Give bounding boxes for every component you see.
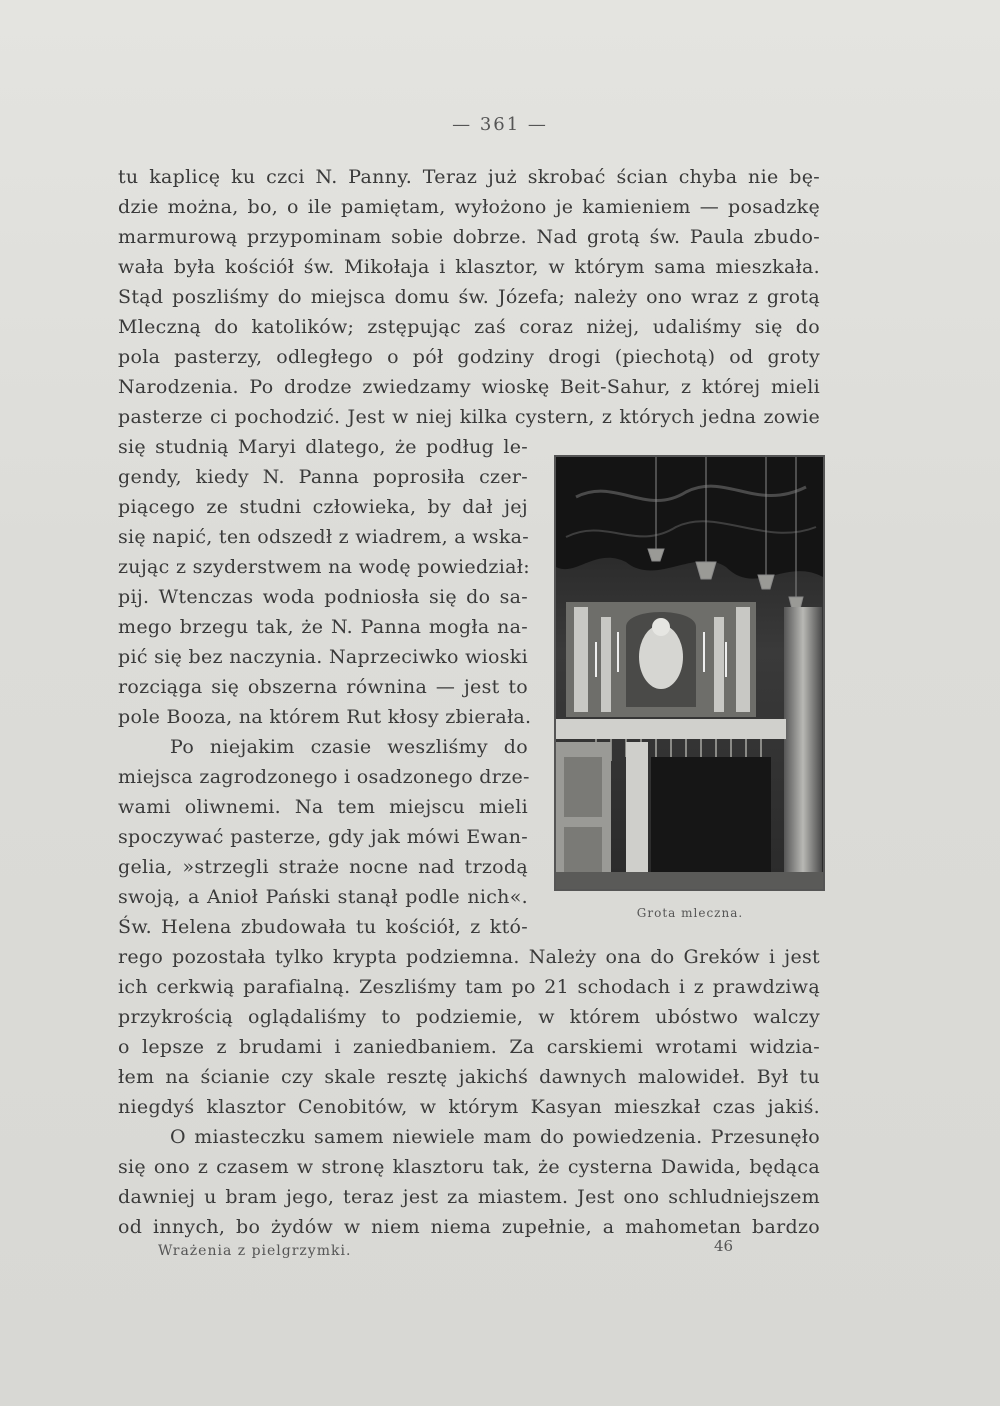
text-line: wała była kościół św. Mikołaja i klasztor, w którym sama mieszkała. <box>118 256 820 278</box>
text-line: się napić, ten odszedł z wiadrem, a wska- <box>118 526 530 548</box>
text-line: niegdyś klasztor Cenobitów, w którym Kasyan mieszkał czas jakiś. <box>118 1096 820 1118</box>
text-line: Narodzenia. Po drodze zwiedzamy wioskę Beit-Sahur, z której mieli <box>118 376 820 398</box>
page-number: — 361 — <box>452 114 548 135</box>
text-line: mego brzegu tak, że N. Panna mogła na- <box>118 616 528 638</box>
text-line: Św. Helena zbudowała tu kościół, z któ- <box>118 916 528 938</box>
text-line: pić się bez naczynia. Naprzeciwko wioski <box>118 646 528 668</box>
text-line: od innych, bo żydów w niem niema zupełnie, a mahometan bardzo <box>118 1216 820 1238</box>
text-line: Mleczną do katolików; zstępując zaś coraz niżej, udaliśmy się do <box>118 316 820 338</box>
text-line: łem na ścianie czy skale resztę jakichś dawnych malowideł. Był tu <box>118 1066 820 1088</box>
text-line: miejsca zagrodzonego i osadzonego drze- <box>118 766 530 788</box>
text-line: się ono z czasem w stronę klasztoru tak, że cysterna Dawida, będąca <box>118 1156 820 1178</box>
text-line: dzie można, bo, o ile pamiętam, wyłożono je kamieniem — posadzkę <box>118 196 820 218</box>
figure-caption: Grota mleczna. <box>636 906 744 920</box>
text-line: tu kaplicę ku czci N. Panny. Teraz już skrobać ścian chyba nie bę- <box>118 166 820 188</box>
text-line: spoczywać pasterze, gdy jak mówi Ewan- <box>118 826 528 848</box>
text-line: Po niejakim czasie weszliśmy do <box>170 736 528 758</box>
text-line: pij. Wtenczas woda podniosła się do sa- <box>118 586 528 608</box>
text-line: Stąd poszliśmy do miejsca domu św. Józefa; należy ono wraz z grotą <box>118 286 820 308</box>
text-line: piącego ze studni człowieka, by dał jej <box>118 496 528 518</box>
text-line: dawniej u bram jego, teraz jest za miastem. Jest ono schludniejszem <box>118 1186 820 1208</box>
signature-mark: 46 <box>714 1237 734 1255</box>
altar-engraving <box>556 457 823 889</box>
text-line: się studnią Maryi dlatego, że podług le- <box>118 436 528 458</box>
text-line: zując z szyderstwem na wodę powiedział: <box>118 556 530 578</box>
text-line: marmurową przypominam sobie dobrze. Nad grotą św. Paula zbudo- <box>118 226 820 248</box>
footer-book-title: Wrażenia z pielgrzymki. <box>158 1243 352 1259</box>
text-line: pole Booza, na którem Rut kłosy zbierała. <box>118 706 532 728</box>
text-line: o lepsze z brudami i zaniedbaniem. Za carskiemi wrotami widzia- <box>118 1036 820 1058</box>
text-line: ich cerkwią parafialną. Zeszliśmy tam po 21 schodach i z prawdziwą <box>118 976 820 998</box>
text-line: O miasteczku samem niewiele mam do powiedzenia. Przesunęło <box>170 1126 820 1148</box>
text-line: pasterze ci pochodzić. Jest w niej kilka cystern, z których jedna zowie <box>118 406 820 428</box>
figure-illustration <box>554 455 825 891</box>
text-line: gelia, »strzegli straże nocne nad trzodą <box>118 856 528 878</box>
text-line: przykrością oglądaliśmy to podziemie, w którem ubóstwo walczy <box>118 1006 820 1028</box>
text-line: wami oliwnemi. Na tem miejscu mieli <box>118 796 528 818</box>
text-line: rego pozostała tylko krypta podziemna. Należy ona do Greków i jest <box>118 946 820 968</box>
text-line: pola pasterzy, odległego o pół godziny drogi (piechotą) od groty <box>118 346 820 368</box>
text-line: rozciąga się obszerna równina — jest to <box>118 676 528 698</box>
text-line: gendy, kiedy N. Panna poprosiła czer- <box>118 466 528 488</box>
text-line: swoją, a Anioł Pański stanął podle nich«. <box>118 886 528 908</box>
